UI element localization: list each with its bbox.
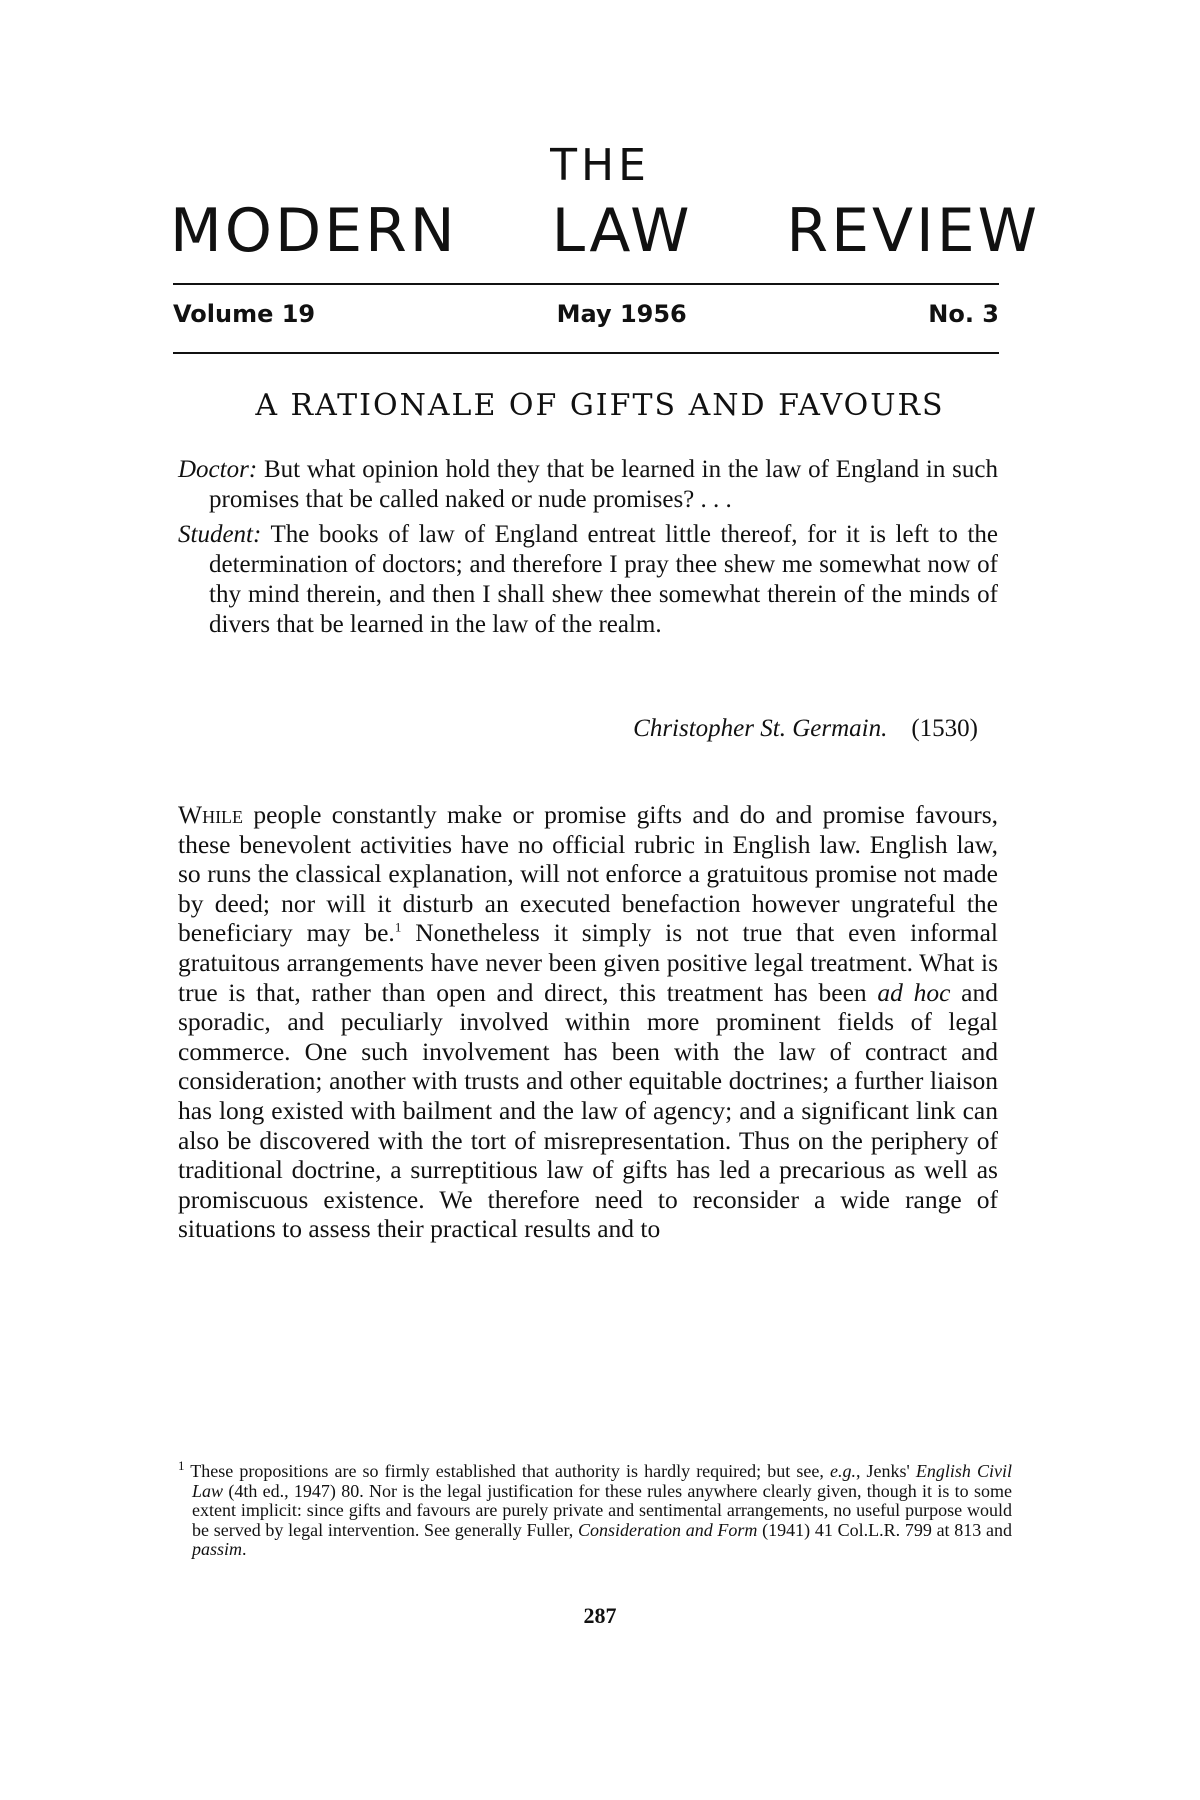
footnote-text: , Jenks' — [855, 1461, 916, 1481]
footnote-text: (1941) 41 Col.L.R. 799 at 813 and — [757, 1519, 1012, 1540]
footnote-marker: 1 — [178, 1458, 185, 1473]
footnote-passim: passim — [192, 1539, 243, 1559]
footnote-book-title: English Civil Law — [192, 1461, 1013, 1501]
body-text-2: Nonetheless it simply is not true that even informal gratuitous arrangements have never been given positive legal treatment. What is true is that, rather than open and direct, this treatment has been — [178, 918, 998, 1007]
epigraph-year: (1530) — [911, 715, 978, 742]
footnote-text: . — [242, 1539, 247, 1559]
epigraph-doctor — [178, 455, 998, 515]
body-paragraph — [178, 800, 998, 1244]
epigraph-attribution — [178, 715, 978, 743]
footnote-article-title: Consideration and Form — [577, 1519, 758, 1540]
opening-word: While — [178, 800, 244, 829]
issue-date: May 1956 — [556, 300, 687, 328]
footnote — [178, 1458, 1013, 1560]
journal-title-word: MODERN — [170, 196, 458, 266]
header-rule-bottom — [173, 352, 999, 354]
journal-title-word: REVIEW — [786, 196, 1040, 266]
issue-volume: Volume 19 — [173, 300, 316, 328]
footnote-text: These propositions are so firmly established that authority is hardly required; but see, — [184, 1461, 830, 1481]
epigraph — [178, 455, 998, 645]
article-title: A RATIONALE OF GIFTS AND FAVOURS — [255, 388, 945, 423]
journal-title-word: LAW — [551, 196, 693, 266]
page-number: 287 — [583, 1603, 617, 1628]
epigraph-author: Christopher St. Germain. — [633, 715, 888, 742]
issue-line — [173, 300, 999, 328]
journal-title — [170, 196, 1040, 266]
doctor-text: But what opinion hold they that be learned in the law of England in such promises that be called naked or nude promises? . . . — [209, 456, 998, 513]
body-text-1: people constantly make or promise gifts and do and promise favours, these benevolent activities have no official rubric in English law. English law, so runs the classical explanation, will not enforce a gratuitous promise not made by deed; nor will it disturb an executed benefaction however ungrateful the beneficiary may be. — [178, 800, 998, 948]
journal-the: THE — [550, 140, 650, 191]
speaker-doctor: Doctor: — [178, 456, 258, 483]
student-text: The books of law of England entreat little thereof, for it is left to the determination of doctors; and therefore I pray thee shew me somewhat now of thy mind therein, and then I shall shew thee somewhat therein of the minds of divers that be learned in the law of the realm. — [209, 521, 998, 638]
issue-number: No. 3 — [928, 300, 999, 328]
footnote-eg: e.g. — [829, 1461, 856, 1481]
ad-hoc: ad hoc — [877, 977, 951, 1007]
footnote-reference[interactable]: 1 — [394, 919, 402, 935]
footnote-text: (4th ed., 1947) 80. Nor is the legal justification for these rules anywhere clearly given, though it is to some extent implicit: since gifts and favours are purely private and sentimental arrangements, no useful purpose would be served by legal intervention. See generally Fuller, — [192, 1480, 1012, 1540]
epigraph-student — [178, 520, 998, 640]
header-rule-top — [173, 283, 999, 285]
body-text-3: and sporadic, and peculiarly involved within more prominent fields of legal commerce. One such involvement has been with the law of contract and consideration; another with trusts and other equitable doctrines; a further liaison has long existed with bailment and the law of agency; and a significant link can also be discovered with the tort of misrepresentation. Thus on the periphery of traditional doctrine, a surreptitious law of gifts has led a precarious as well as promiscuous existence. We therefore need to reconsider a wide range of situations to assess their practical results and to — [178, 977, 998, 1244]
speaker-student: Student: — [178, 521, 262, 548]
